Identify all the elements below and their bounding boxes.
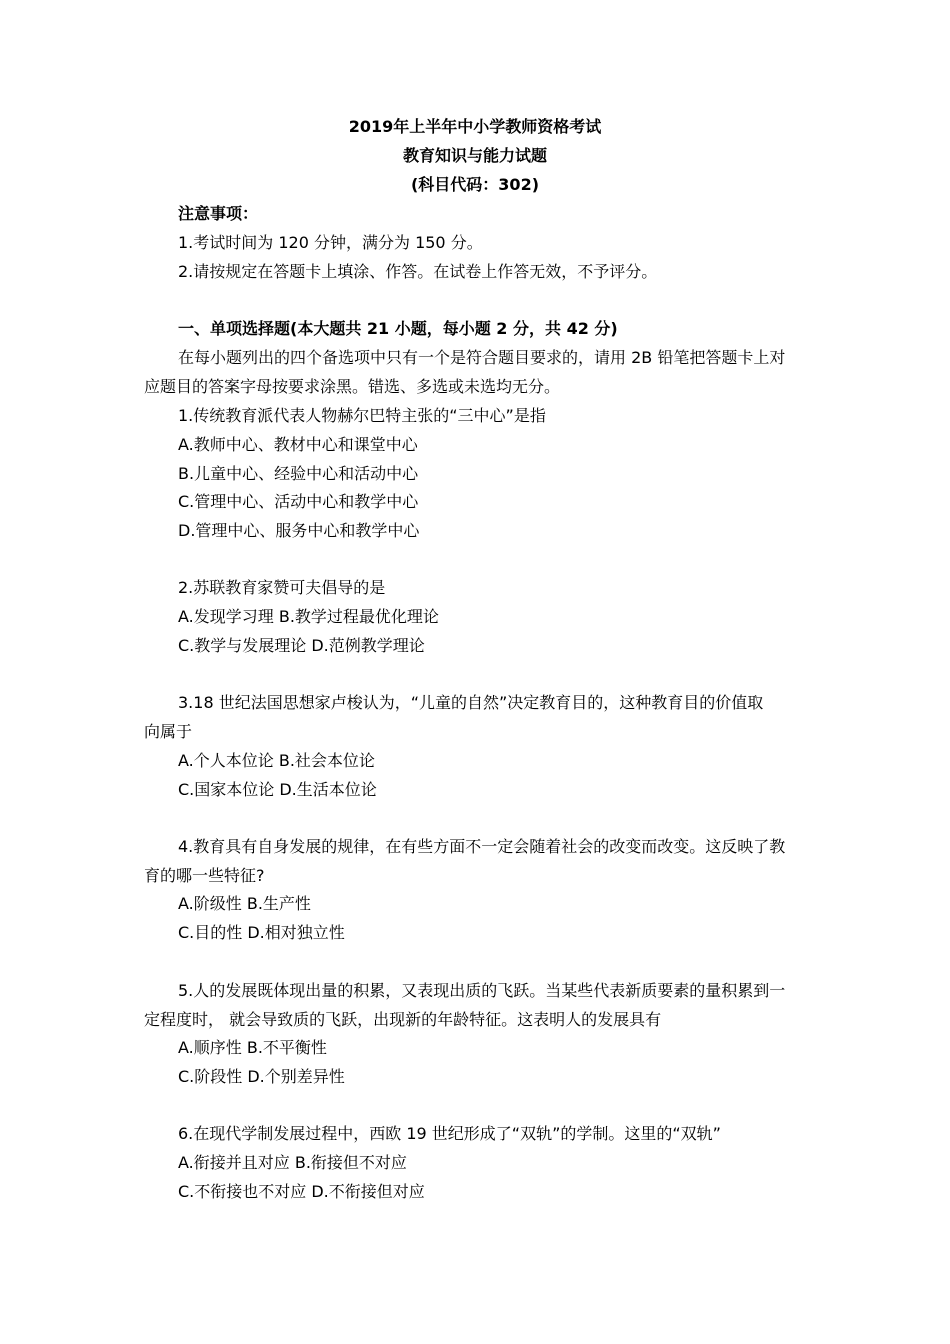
- exam-title: 2019年上半年中小学教师资格考试: [348, 117, 602, 136]
- question-option: A.个人本位论 B.社会本位论: [178, 751, 375, 770]
- question-stem: 向属于: [144, 722, 193, 741]
- question-option: B.儿童中心、经验中心和活动中心: [178, 464, 419, 483]
- question-stem: 2.苏联教育家赞可夫倡导的是: [178, 578, 386, 597]
- question-option: C.阶段性 D.个别差异性: [178, 1067, 345, 1086]
- question-option: A.衔接并且对应 B.衔接但不对应: [178, 1153, 407, 1172]
- question-option: A.阶级性 B.生产性: [178, 894, 311, 913]
- notice-heading: 注意事项：: [178, 204, 259, 223]
- question-option: C.不衔接也不对应 D.不衔接但对应: [178, 1182, 425, 1201]
- notice-item: 2.请按规定在答题卡上填涂、作答。在试卷上作答无效，不予评分。: [178, 262, 658, 281]
- section-instructions: 应题目的答案字母按要求涂黑。错选、多选或未选均无分。: [144, 377, 561, 396]
- question-stem: 4.教育具有自身发展的规律，在有些方面不一定会随着社会的改变而改变。这反映了教: [178, 837, 786, 856]
- question-stem: 5.人的发展既体现出量的积累，又表现出质的飞跃。当某些代表新质要素的量积累到一: [178, 981, 786, 1000]
- question-option: A.教师中心、教材中心和课堂中心: [178, 435, 418, 454]
- section-instructions: 在每小题列出的四个备选项中只有一个是符合题目要求的，请用 2B 铅笔把答题卡上对: [178, 348, 786, 367]
- question-stem: 定程度时， 就会导致质的飞跃，出现新的年龄特征。这表明人的发展具有: [144, 1010, 662, 1029]
- question-option: A.发现学习理 B.教学过程最优化理论: [178, 607, 439, 626]
- section-heading: 一、单项选择题(本大题共 21 小题，每小题 2 分，共 42 分): [178, 319, 618, 338]
- question-option: C.教学与发展理论 D.范例教学理论: [178, 636, 425, 655]
- notice-item: 1.考试时间为 120 分钟，满分为 150 分。: [178, 233, 483, 252]
- question-option: A.顺序性 B.不平衡性: [178, 1038, 327, 1057]
- question-stem: 1.传统教育派代表人物赫尔巴特主张的“三中心”是指: [178, 406, 546, 425]
- question-stem: 3.18 世纪法国思想家卢梭认为，“儿童的自然”决定教育目的，这种教育目的价值取: [178, 693, 764, 712]
- question-stem: 育的哪一些特征?: [144, 866, 265, 885]
- question-stem: 6.在现代学制发展过程中，西欧 19 世纪形成了“双轨”的学制。这里的“双轨”: [178, 1124, 721, 1143]
- question-option: D.管理中心、服务中心和教学中心: [178, 521, 420, 540]
- question-option: C.管理中心、活动中心和教学中心: [178, 492, 419, 511]
- subject-code: (科目代码：302): [410, 175, 540, 194]
- question-option: C.国家本位论 D.生活本位论: [178, 780, 377, 799]
- question-option: C.目的性 D.相对独立性: [178, 923, 345, 942]
- exam-subtitle: 教育知识与能力试题: [402, 146, 547, 165]
